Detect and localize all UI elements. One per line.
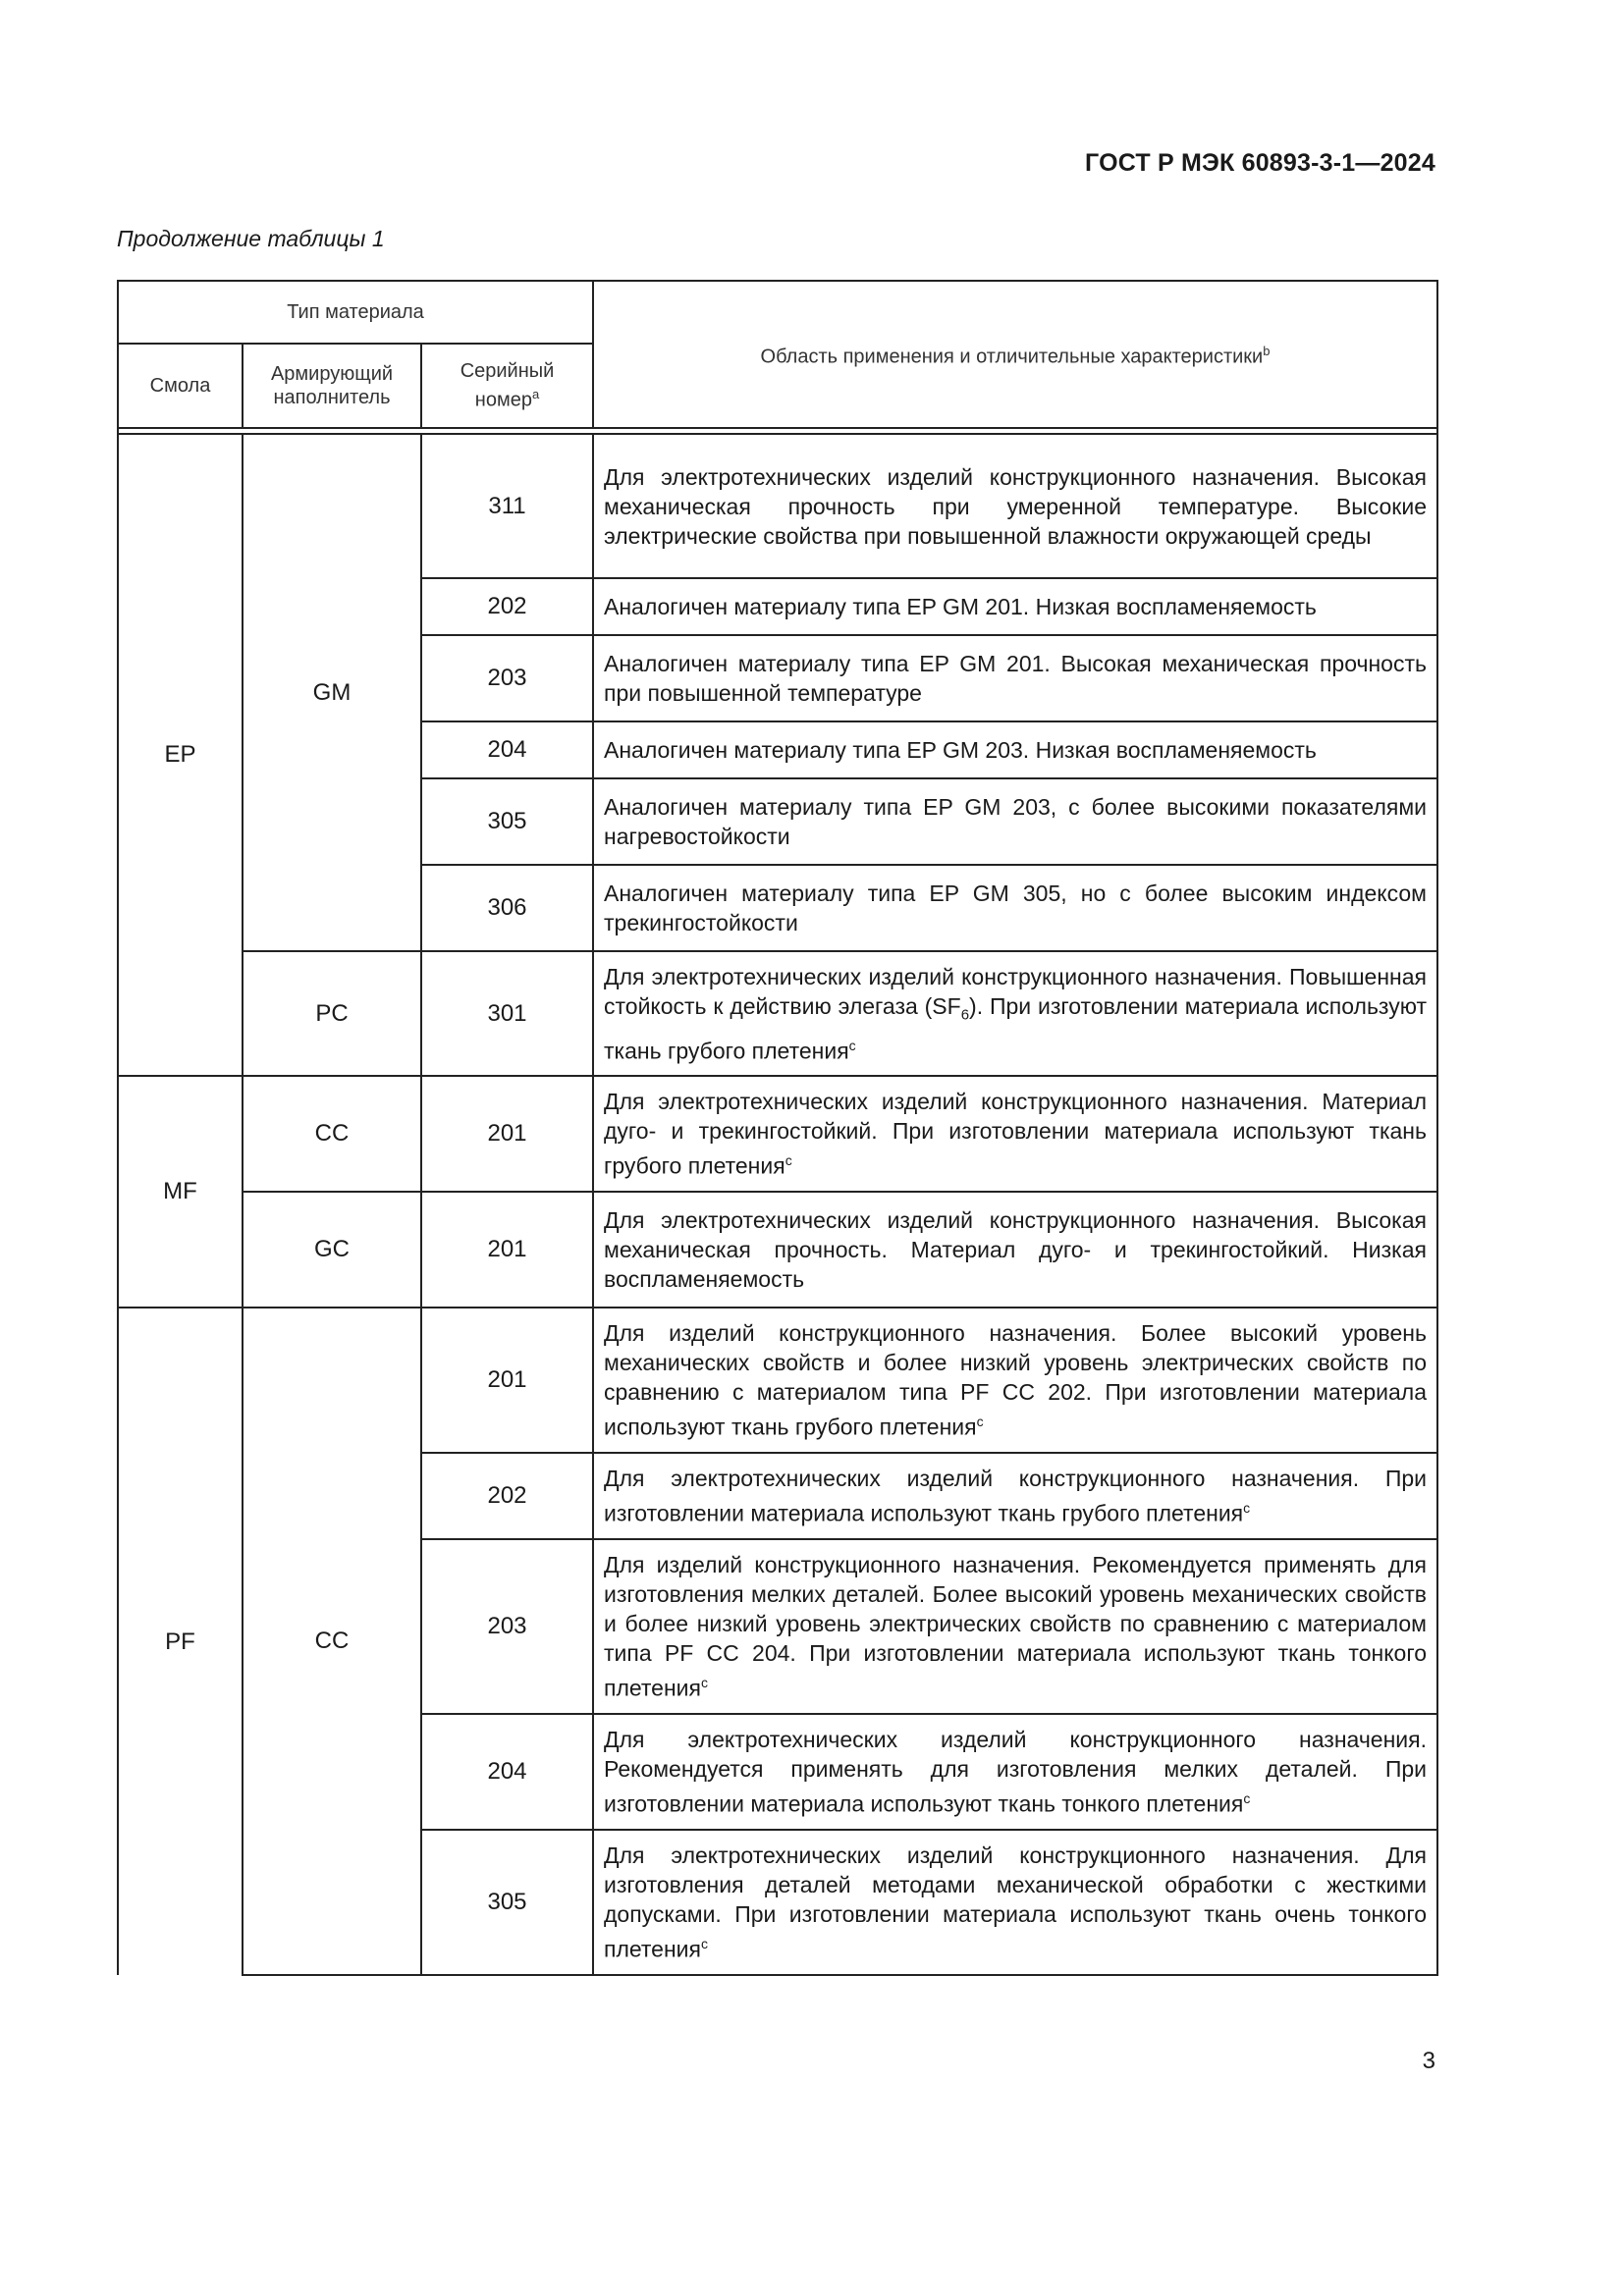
resin-cell-pf: PF — [118, 1308, 243, 1975]
serial-cell: 204 — [421, 1714, 593, 1830]
description-text: Для электротехнических изделий конструкционного назначения. Повышенная стойкость к действию элегаза (SF — [604, 964, 1427, 1019]
header-row-1 — [118, 281, 1437, 344]
material-type-header: Тип материала — [118, 281, 593, 344]
description-cell: Аналогичен материалу типа EP GM 203. Низкая воспламеняемость — [593, 721, 1437, 778]
serial-cell: 204 — [421, 721, 593, 778]
description-cell — [593, 1076, 1437, 1192]
footnote-mark-c: c — [1243, 1500, 1251, 1517]
description-text: Для изделий конструкционного назначения. Более высокий уровень механических свойств и более низкий уровень электрических свойств по сравнению с материалом типа PF CC 202. При изготовлении материала используют ткань грубого плетения — [604, 1320, 1427, 1441]
serial-cell: 305 — [421, 1830, 593, 1975]
description-text: Для электротехнических изделий конструкционного назначения. Рекомендуется применять для изготовления мелких деталей. При изготовлении материала используют ткань тонкого плетения — [604, 1727, 1427, 1818]
table-continuation-caption: Продолжение таблицы 1 — [117, 226, 385, 251]
table-row — [118, 951, 1437, 1076]
table-row — [118, 1308, 1437, 1453]
serial-cell: 202 — [421, 578, 593, 635]
document-code: ГОСТ Р МЭК 60893-3-1—2024 — [1085, 149, 1435, 177]
footnote-mark-c: c — [976, 1414, 984, 1430]
filler-header — [243, 344, 421, 428]
description-text: ). При изготовлении материала используют ткань грубого плетения — [604, 993, 1427, 1064]
serial-header-line-2: номер — [474, 389, 532, 411]
serial-header-line-1: Серийный — [460, 360, 555, 383]
serial-cell: 201 — [421, 1076, 593, 1192]
filler-cell-ep-pc: PC — [243, 951, 421, 1076]
description-cell — [593, 951, 1437, 1076]
description-cell: Для электротехнических изделий конструкционного назначения. Высокая механическая прочность. Материал дуго- и трекингостойкий. Низкая воспламеняемость — [593, 1192, 1437, 1308]
description-text: Для электротехнических изделий конструкционного назначения. Для изготовления деталей методами механической обработки с жесткими допусками. При изготовлении материала используют ткань очень тонкого плетения — [604, 1842, 1427, 1963]
filler-cell-mf-gc: GC — [243, 1192, 421, 1308]
filler-cell-mf-cc: CC — [243, 1076, 421, 1192]
table-row — [118, 1192, 1437, 1308]
serial-cell: 203 — [421, 1539, 593, 1714]
description-cell — [593, 1539, 1437, 1714]
filler-cell-ep-gm: GM — [243, 434, 421, 951]
footnote-mark-c: c — [1243, 1790, 1251, 1807]
table-row — [118, 434, 1437, 578]
description-cell — [593, 1308, 1437, 1453]
description-text: Для изделий конструкционного назначения. Рекомендуется применять для изготовления мелких деталей. Более высокий уровень механических свойств и более низкий уровень электрических свойств по сравнению с материалом типа PF CC 204. При изготовлении материала используют ткань тонкого плетения — [604, 1552, 1427, 1702]
filler-header-line-1: Армирующий — [270, 363, 394, 385]
description-cell: Аналогичен материалу типа EP GM 201. Низкая воспламеняемость — [593, 578, 1437, 635]
serial-header — [421, 344, 593, 428]
description-cell: Для электротехнических изделий конструкционного назначения. Высокая механическая прочность при умеренной температуре. Высокие электрические свойства при повышенной влажности окружающей среды — [593, 434, 1437, 578]
description-cell — [593, 1830, 1437, 1975]
serial-cell: 306 — [421, 865, 593, 951]
filler-header-line-2: наполнитель — [273, 387, 391, 408]
serial-cell: 301 — [421, 951, 593, 1076]
footnote-mark-c: c — [700, 1675, 708, 1691]
serial-cell: 203 — [421, 635, 593, 721]
filler-cell-pf-cc: CC — [243, 1308, 421, 1975]
materials-table — [117, 280, 1438, 1976]
serial-cell: 202 — [421, 1453, 593, 1539]
footnote-mark-c: c — [848, 1037, 856, 1053]
serial-cell: 311 — [421, 434, 593, 578]
footnote-mark-c: c — [785, 1152, 792, 1169]
resin-cell-mf: MF — [118, 1076, 243, 1308]
serial-cell: 201 — [421, 1308, 593, 1453]
application-header-text: Область применения и отличительные характеристики — [760, 346, 1264, 368]
application-header — [593, 281, 1437, 428]
description-cell — [593, 1714, 1437, 1830]
table-row — [118, 1076, 1437, 1192]
footnote-mark-b: b — [1263, 344, 1271, 359]
resin-header: Смола — [118, 344, 243, 428]
subscript-6: 6 — [960, 1006, 970, 1024]
description-cell — [593, 1453, 1437, 1539]
description-text: Для электротехнических изделий конструкционного назначения. При изготовлении материала используют ткань грубого плетения — [604, 1466, 1427, 1527]
page-number: 3 — [1422, 2048, 1435, 2074]
footnote-mark-a: a — [531, 387, 540, 402]
description-cell: Аналогичен материалу типа EP GM 201. Высокая механическая прочность при повышенной температуре — [593, 635, 1437, 721]
description-cell: Аналогичен материалу типа EP GM 203, с более высокими показателями нагревостойкости — [593, 778, 1437, 865]
description-text: Для электротехнических изделий конструкционного назначения. Материал дуго- и трекингостойкий. При изготовлении материала используют ткань грубого плетения — [604, 1089, 1427, 1180]
serial-cell: 201 — [421, 1192, 593, 1308]
serial-cell: 305 — [421, 778, 593, 865]
footnote-mark-c: c — [700, 1936, 708, 1952]
description-cell: Аналогичен материалу типа EP GM 305, но с более высоким индексом трекингостойкости — [593, 865, 1437, 951]
resin-cell-ep: EP — [118, 434, 243, 1076]
